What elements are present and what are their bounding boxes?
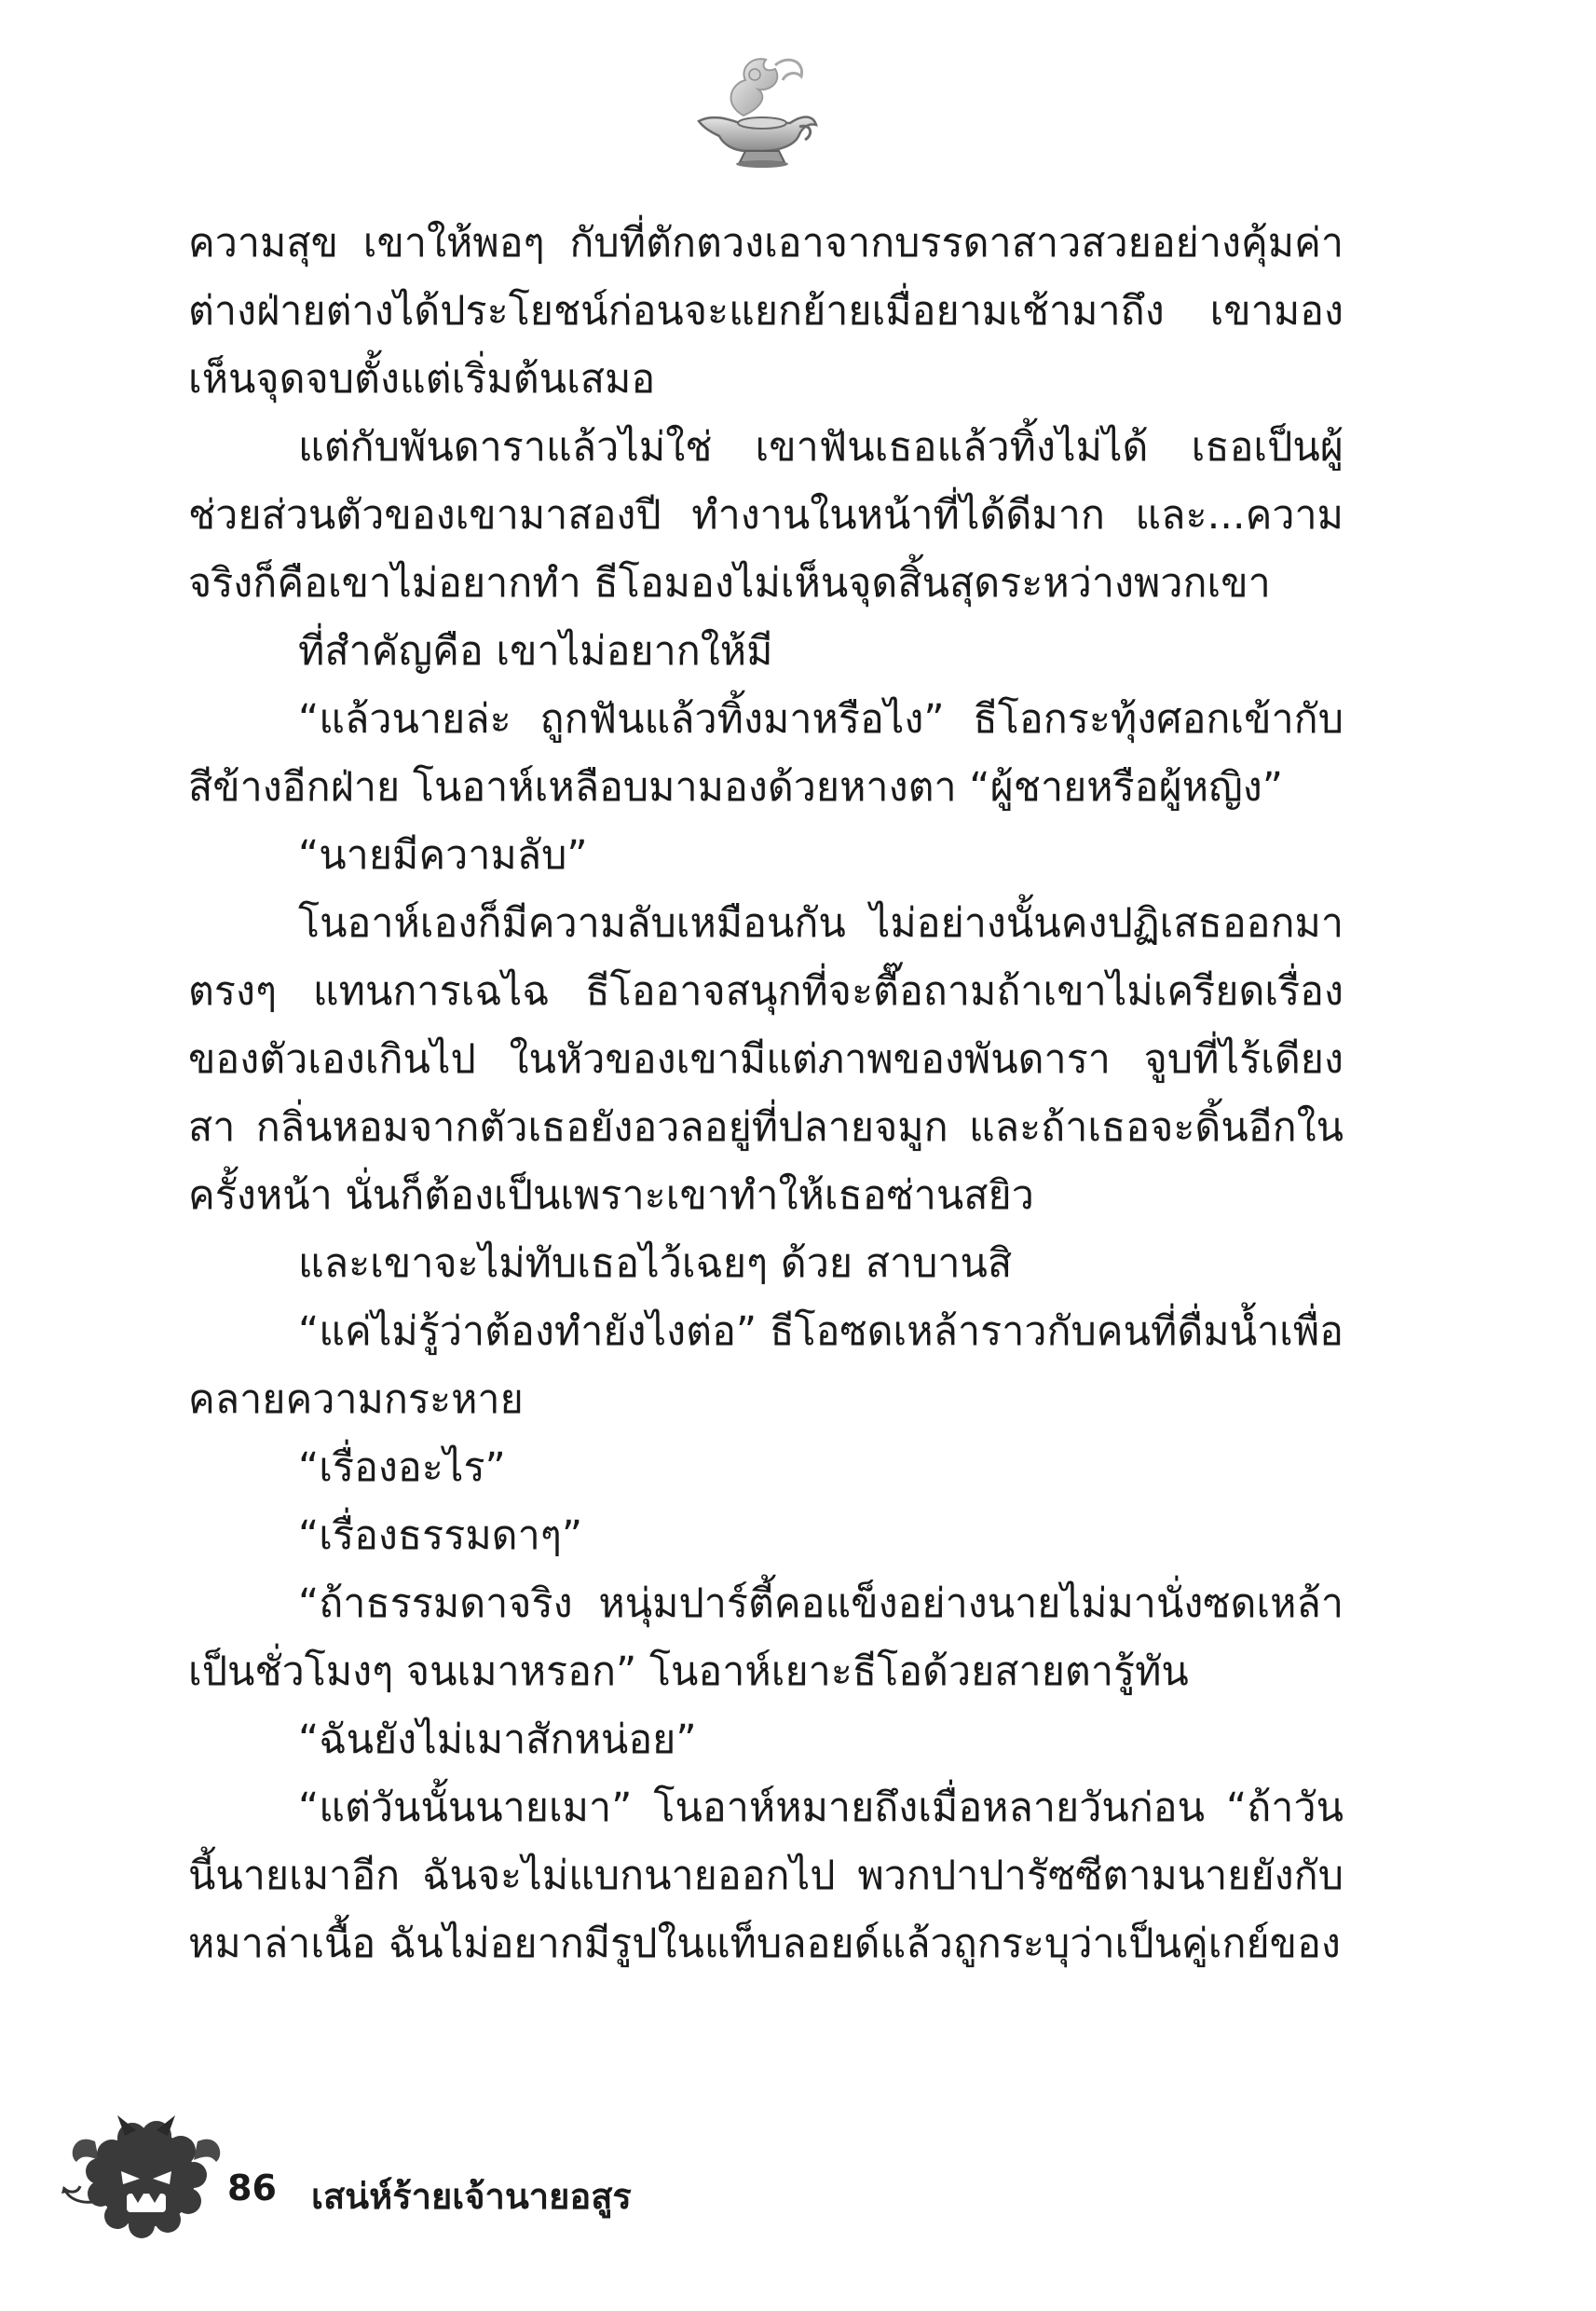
- paragraph: และเขาจะไม่ทับเธอไว้เฉยๆ ด้วย สาบานสิ: [298, 1240, 1013, 1287]
- paragraph: “เรื่องอะไร”: [298, 1444, 506, 1491]
- paragraph: “เรื่องธรรมดาๆ”: [298, 1512, 583, 1559]
- paragraph: แต่กับพันดาราแล้วไม่ใช่ เขาฟันเธอแล้วทิ้งไม่ได้ เธอเป็นผู้ช่วยส่วนตัวของเขามาสองปี ทำงานในหน้าที่ได้ดีมาก และ...ความจริงก็คือเขาไม่อยากทำ ธีโอมองไม่เห็นจุดสิ้นสุดระหว่างพวกเขา: [188, 424, 1344, 607]
- paragraph: “แต่วันนั้นนายเมา” โนอาห์หมายถึงเมื่อหลายวันก่อน “ถ้าวันนี้นายเมาอีก ฉันจะไม่แบกนายออกไป พวกปาปารัซซีตามนายยังกับหมาล่าเนื้อ ฉันไม่อยากมีรูปในแท็บลอยด์แล้วถูกระบุว่าเป็นคู่เกย์ของ: [188, 1785, 1344, 1967]
- book-title: เสน่ห์ร้ายเจ้านายอสูร: [311, 2176, 632, 2217]
- paragraph: โนอาห์เองก็มีความลับเหมือนกัน ไม่อย่างนั้นคงปฏิเสธออกมาตรงๆ แทนการเฉไฉ ธีโออาจสนุกที่จะตื๊อถามถ้าเขาไม่เครียดเรื่องของตัวเองเกินไป ในหัวของเขามีแต่ภาพของพันดารา จูบที่ไร้เดียงสา กลิ่นหอมจากตัวเธอยังอวลอยู่ที่ปลายจมูก และถ้าเธอจะดิ้นอีกในครั้งหน้า นั่นก็ต้องเป็นเพราะเขาทำให้เธอซ่านสยิว: [188, 900, 1344, 1219]
- paragraph: “ฉันยังไม่เมาสักหน่อย”: [298, 1716, 697, 1763]
- paragraph: “แล้วนายล่ะ ถูกฟันแล้วทิ้งมาหรือไง” ธีโอกระทุ้งศอกเข้ากับสีข้างอีกฝ่าย โนอาห์เหลือบมามองด้วยหางตา “ผู้ชายหรือผู้หญิง”: [188, 696, 1344, 811]
- paragraph: ความสุข เขาให้พอๆ กับที่ตักตวงเอาจากบรรดาสาวสวยอย่างคุ้มค่า ต่างฝ่ายต่างได้ประโยชน์ก่อนจะแยกย้ายเมื่อยามเช้ามาถึง เขามองเห็นจุดจบตั้งแต่เริ่มต้นเสมอ: [188, 220, 1344, 403]
- page-footer: [58, 2104, 896, 2244]
- paragraph: “นายมีความลับ”: [298, 832, 588, 879]
- paragraph: ที่สำคัญคือ เขาไม่อยากให้มี: [298, 628, 773, 675]
- fuzzy-monster-mascot-icon: [58, 2104, 244, 2244]
- body-text: [188, 210, 1344, 1978]
- page-number: 86: [227, 2167, 277, 2208]
- paragraph: “แค่ไม่รู้ว่าต้องทำยังไงต่อ” ธีโอซดเหล้าราวกับคนที่ดื่มน้ำเพื่อคลายความกระหาย: [188, 1308, 1344, 1423]
- paragraph: “ถ้าธรรมดาจริง หนุ่มปาร์ตี้คอแข็งอย่างนายไม่มานั่งซดเหล้าเป็นชั่วโมงๆ จนเมาหรอก” โนอาห์เยาะธีโอด้วยสายตารู้ทัน: [188, 1580, 1344, 1695]
- genie-lamp-icon: [686, 48, 824, 171]
